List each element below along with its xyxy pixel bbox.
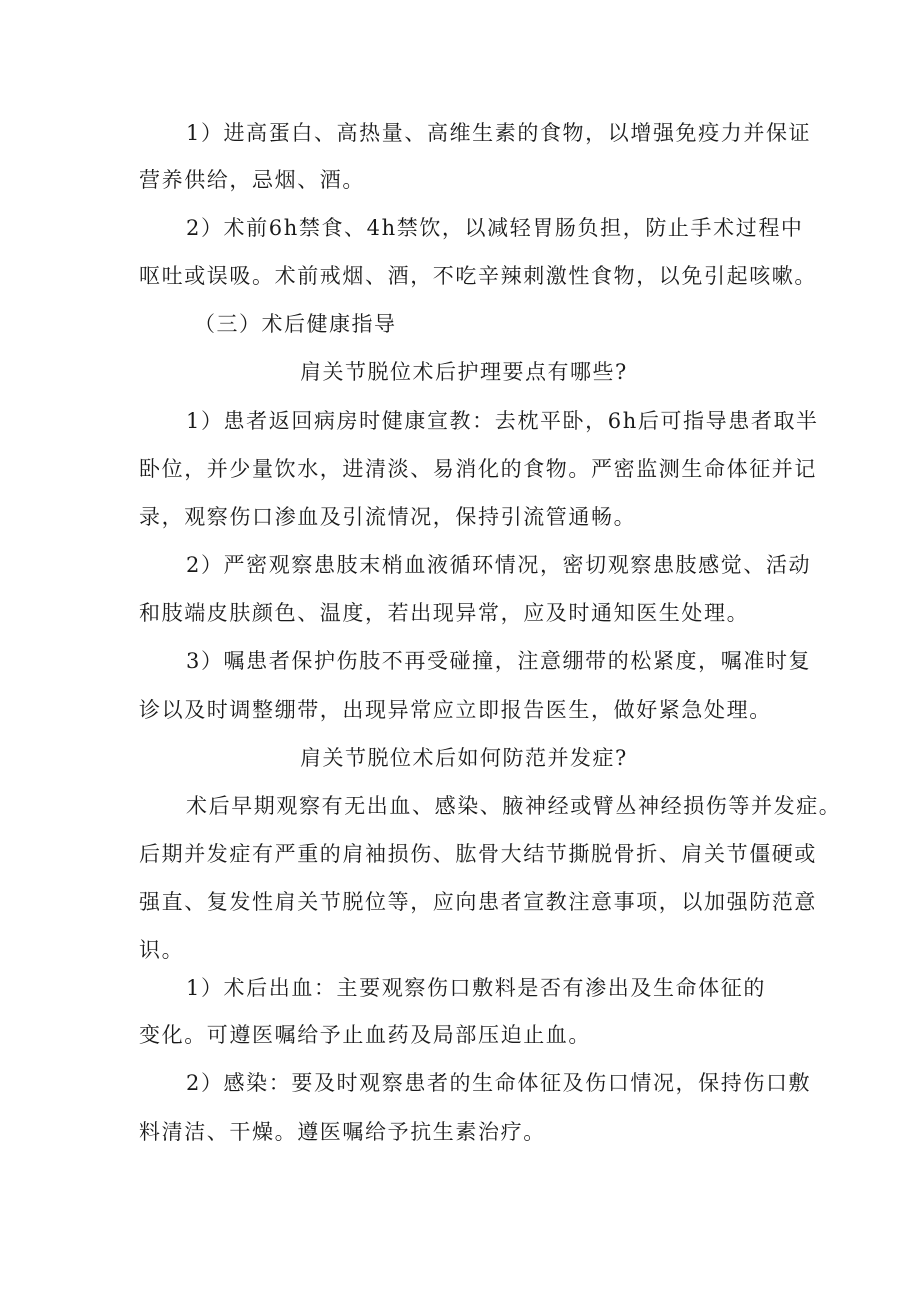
paragraph-3-line-1: 1）患者返回病房时健康宣教：去枕平卧，6h后可指导患者取半 xyxy=(186,409,819,433)
paragraph-2-line-2: 呕吐或误吸。术前戒烟、酒，不吃辛辣刺激性食物，以免引起咳嗽。 xyxy=(139,264,817,288)
paragraph-4-line-1: 2）严密观察患肢末梢血液循环情况，密切观察患肢感觉、活动 xyxy=(186,553,812,577)
question-heading-2: 肩关节脱位术后如何防范并发症? xyxy=(300,746,628,770)
paragraph-7-line-2: 变化。可遵医嘱给予止血药及局部压迫止血。 xyxy=(139,1023,591,1047)
paragraph-8-line-1: 2）感染：要及时观察患者的生命体征及伤口情况，保持伤口敷 xyxy=(186,1071,812,1095)
paragraph-5-line-2: 诊以及时调整绷带，出现异常应立即报告医生，做好紧急处理。 xyxy=(139,698,772,722)
paragraph-7-line-1: 1）术后出血：主要观察伤口敷料是否有渗出及生命体征的 xyxy=(186,976,766,1000)
paragraph-6-line-4: 识。 xyxy=(139,938,185,962)
paragraph-3-line-3: 录，观察伤口渗血及引流情况，保持引流管通畅。 xyxy=(139,505,637,529)
paragraph-6-line-1: 术后早期观察有无出血、感染、腋神经或臂丛神经损伤等并发症。 xyxy=(186,794,842,818)
paragraph-6-line-3: 强直、复发性肩关节脱位等，应向患者宣教注意事项，以加强防范意 xyxy=(139,890,817,914)
paragraph-5-line-1: 3）嘱患者保护伤肢不再受碰撞，注意绷带的松紧度，嘱准时复 xyxy=(186,649,812,673)
paragraph-6-line-2: 后期并发症有严重的肩袖损伤、肱骨大结节撕脱骨折、肩关节僵硬或 xyxy=(139,842,817,866)
paragraph-1-line-1: 1）进高蛋白、高热量、高维生素的食物，以增强免疫力并保证 xyxy=(186,121,812,145)
section-title: （三）术后健康指导 xyxy=(194,312,397,336)
question-heading-1: 肩关节脱位术后护理要点有哪些? xyxy=(300,360,628,384)
paragraph-2-line-1: 2）术前6h禁食、4h禁饮，以减轻胃肠负担，防止手术过程中 xyxy=(186,216,804,240)
paragraph-3-line-2: 卧位，并少量饮水，进清淡、易消化的食物。严密监测生命体征并记 xyxy=(139,457,817,481)
paragraph-4-line-2: 和肢端皮肤颜色、温度，若出现异常，应及时通知医生处理。 xyxy=(139,601,750,625)
paragraph-8-line-2: 料清洁、干燥。遵医嘱给予抗生素治疗。 xyxy=(139,1120,546,1144)
paragraph-1-line-2: 营养供给，忌烟、酒。 xyxy=(139,168,365,192)
